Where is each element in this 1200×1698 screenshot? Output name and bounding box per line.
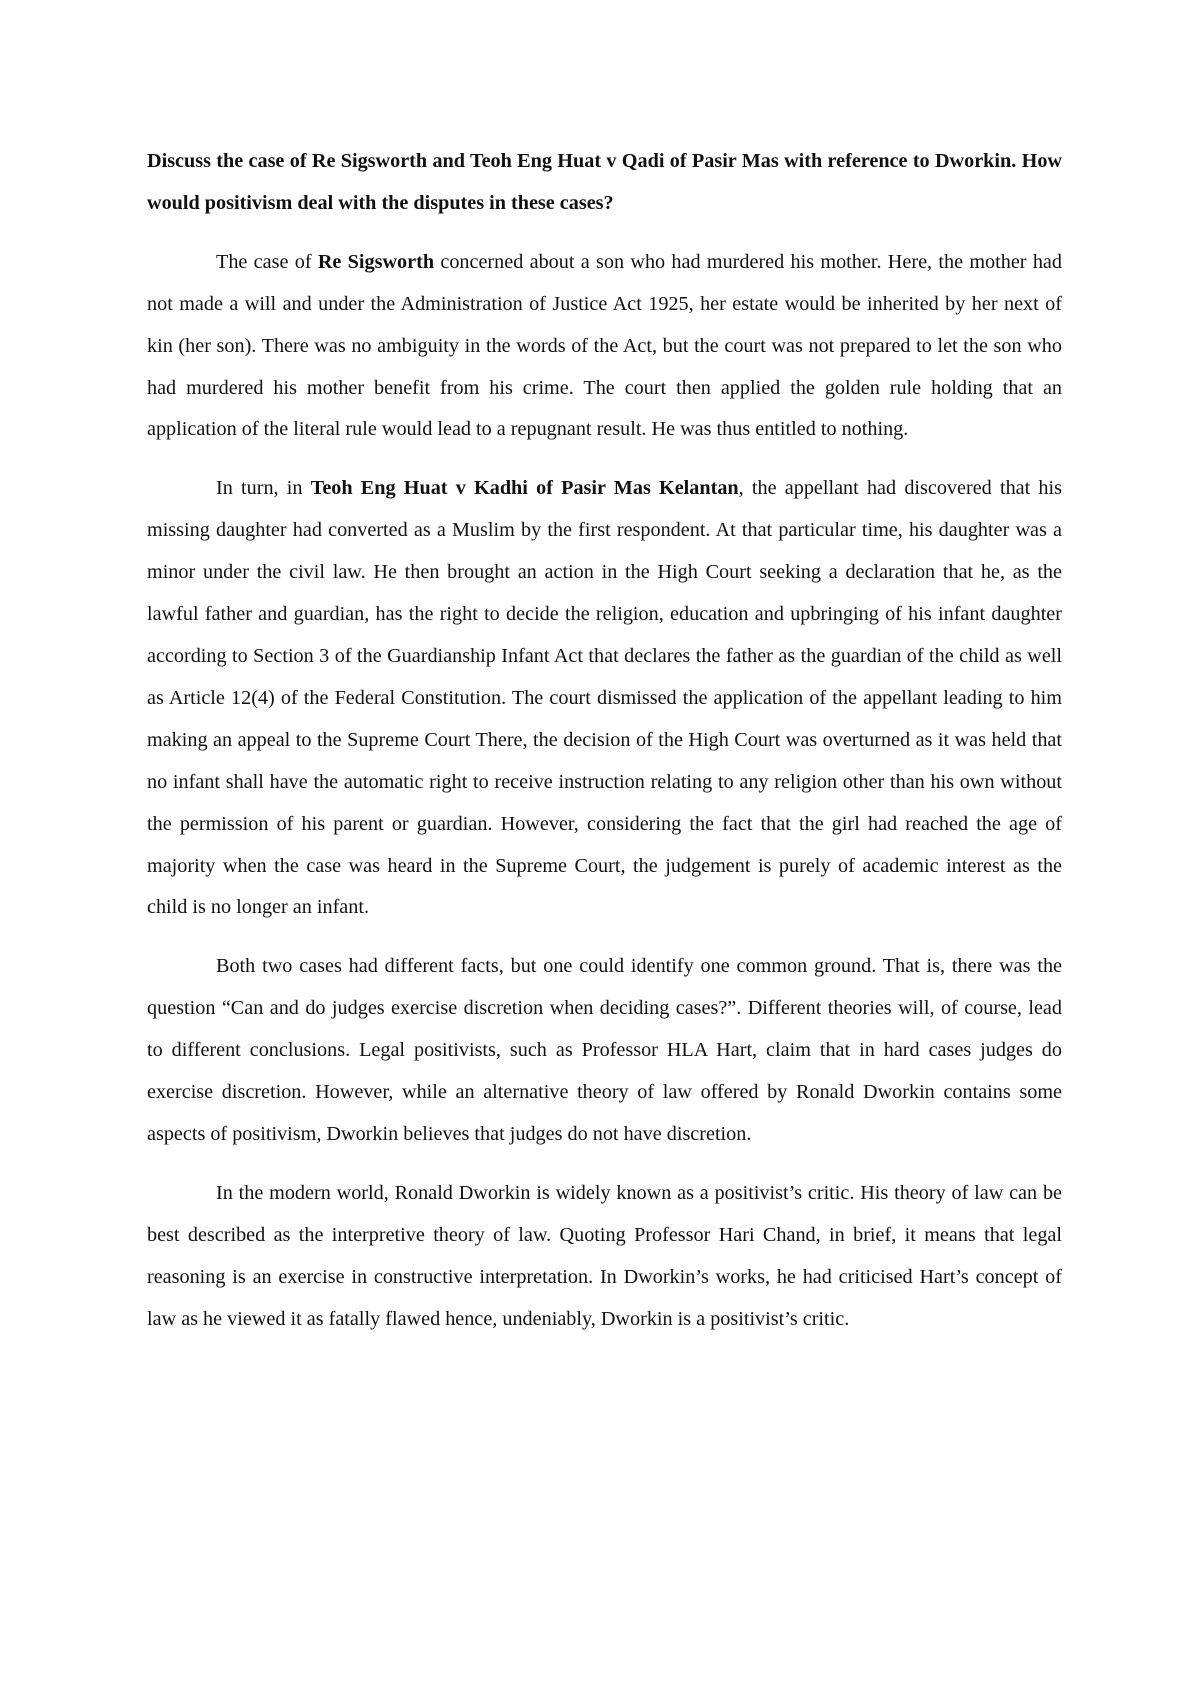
paragraph-dworkin-critic: In the modern world, Ronald Dworkin is widely known as a positivist’s critic. His theory of law can be best described as the interpretive theory of law. Quoting Professor Hari Chand, in brief, it means that legal reasoning is an exercise in constructive interpretation. In Dworkin’s works, he had criticised Hart’s concept of law as he viewed it as fatally flawed hence, undeniably, Dworkin is a positivist’s critic. xyxy=(147,1181,1062,1330)
paragraph-teoh-eng-huat xyxy=(147,468,1062,929)
case-name-re-sigsworth: Re Sigsworth xyxy=(317,250,435,273)
paragraph-text: , the appellant had discovered that his missing daughter had converted as a Muslim by the first respondent. At that particular time, his daughter was a minor under the civil law. He then brought an action in the High Court seeking a declaration that he, as the lawful father and guardian, has the right to decide the religion, education and upbringing of his infant daughter according to Section 3 of the Guardianship Infant Act that declares the father as the guardian of the child as well as Article 12(4) of the Federal Constitution. The court dismissed the application of the appellant leading to him making an appeal to the Supreme Court There, the decision of the High Court was overturned as it was held that no infant shall have the automatic right to receive instruction relating to any religion other than his own without the permission of his parent or guardian. However, considering the fact that the girl had reached the age of majority when the case was heard in the Supreme Court, the judgement is purely of academic interest as the child is no longer an infant. xyxy=(147,477,1062,919)
case-name-teoh-eng-huat: Teoh Eng Huat v Kadhi of Pasir Mas Kelantan xyxy=(310,477,739,500)
document-body xyxy=(147,141,1062,1357)
paragraph-text: In turn, in xyxy=(216,477,311,500)
paragraph-text: concerned about a son who had murdered his mother. Here, the mother had not made a will and under the Administration of Justice Act 1925, her estate would be inherited by her next of kin (her son). There was no ambiguity in the words of the Act, but the court was not prepared to let the son who had murdered his mother benefit from his crime. The court then applied the golden rule holding that an application of the literal rule would lead to a repugnant result. He was thus entitled to nothing. xyxy=(147,250,1062,441)
essay-question-heading: Discuss the case of Re Sigsworth and Teoh Eng Huat v Qadi of Pasir Mas with reference to Dworkin. How would positivism deal with the disputes in these cases? xyxy=(147,150,1062,214)
paragraph-re-sigsworth xyxy=(147,242,1062,452)
paragraph-text: The case of xyxy=(216,250,318,273)
paragraph-common-ground: Both two cases had different facts, but one could identify one common ground. That is, there was the question “Can and do judges exercise discretion when deciding cases?”. Different theories will, of course, lead to different conclusions. Legal positivists, such as Professor HLA Hart, claim that in hard cases judges do exercise discretion. However, while an alternative theory of law offered by Ronald Dworkin contains some aspects of positivism, Dworkin believes that judges do not have discretion. xyxy=(147,955,1062,1145)
